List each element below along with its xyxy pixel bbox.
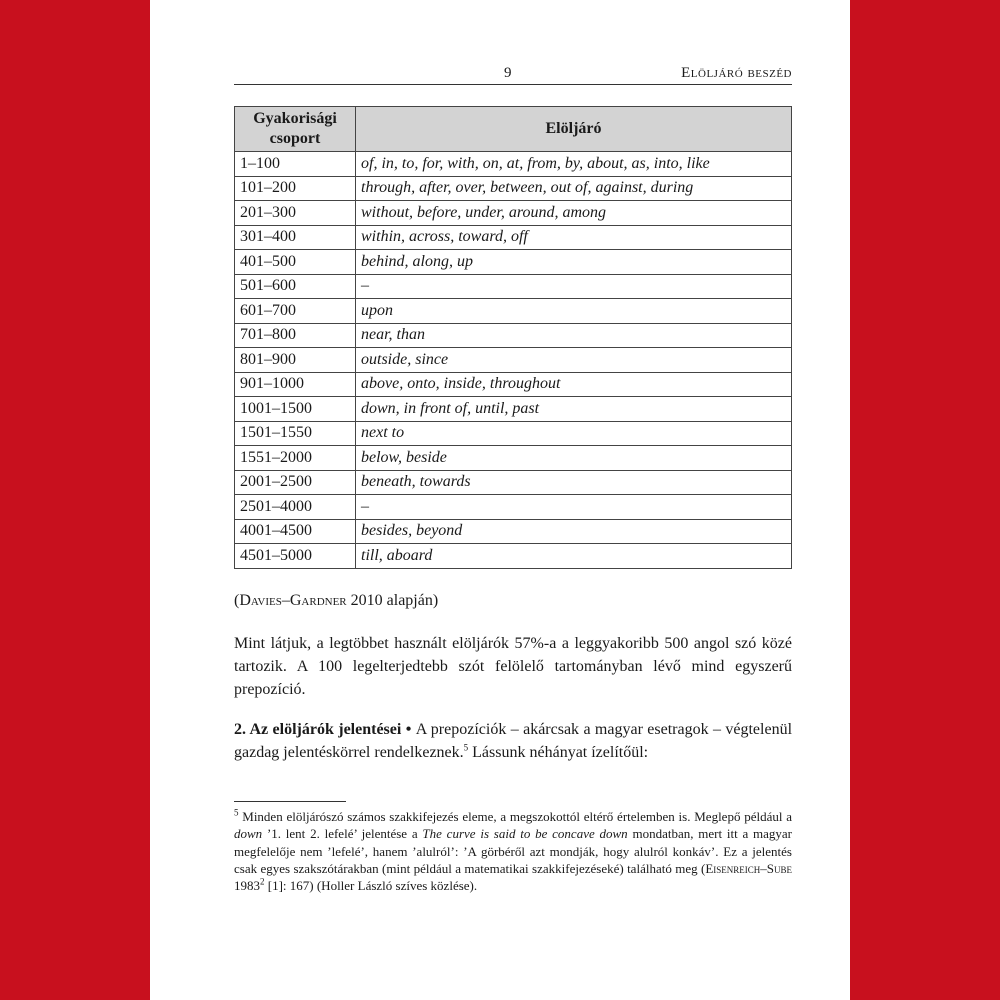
frequency-group-cell: 801–900	[235, 348, 356, 373]
preposition-cell: behind, along, up	[356, 250, 792, 275]
frequency-group-cell: 701–800	[235, 323, 356, 348]
table-row	[235, 152, 792, 177]
frequency-group-cell: 1001–1500	[235, 397, 356, 422]
table-row	[235, 544, 792, 569]
frequency-table	[234, 106, 792, 569]
citation-open: (	[234, 592, 240, 609]
frequency-group-cell: 901–1000	[235, 372, 356, 397]
footnote-term: down	[234, 826, 263, 842]
preposition-cell: besides, beyond	[356, 519, 792, 544]
frequency-group-cell: 601–700	[235, 299, 356, 324]
footnote-text: ’1. lent 2. lefelé’ jelentése a	[262, 826, 423, 842]
preposition-cell: upon	[356, 299, 792, 324]
preposition-cell: below, beside	[356, 446, 792, 471]
bullet: •	[401, 721, 416, 738]
book-page	[150, 0, 850, 1000]
footnote-divider	[234, 801, 346, 802]
table-row	[235, 323, 792, 348]
frequency-group-cell: 1501–1550	[235, 421, 356, 446]
preposition-cell: of, in, to, for, with, on, at, from, by, about, as, into, like	[356, 152, 792, 177]
body-paragraph-1: Mint látjuk, a legtöbbet használt elöljárók 57%-a a leggyakoribb 500 angol szó közé tartozik. A 100 legelterjedtebb szót felölelő tartományban lévő mind egyszerű prepozíció.	[234, 635, 792, 698]
table-row	[235, 397, 792, 422]
preposition-cell: –	[356, 495, 792, 520]
table-body	[235, 152, 792, 569]
preposition-cell: –	[356, 274, 792, 299]
footnote-marker: 5	[234, 807, 239, 818]
table-row	[235, 495, 792, 520]
frequency-group-cell: 1551–2000	[235, 446, 356, 471]
frequency-group-cell: 2001–2500	[235, 470, 356, 495]
table-header-row	[235, 107, 792, 152]
body-paragraph-2	[234, 718, 792, 764]
preposition-cell: above, onto, inside, throughout	[356, 372, 792, 397]
paragraph-text-end: Lássunk néhányat ízelítőül:	[468, 744, 649, 761]
footnote-text: [1]: 167) (Holler László szíves közlése).	[264, 878, 478, 894]
table-row	[235, 519, 792, 544]
preposition-cell: without, before, under, around, among	[356, 201, 792, 226]
footnote-text: Minden elöljárószó számos szakkifejezés eleme, a megszokottól eltérő értelemben is. Meglepő például a	[238, 809, 792, 824]
frequency-group-cell: 301–400	[235, 225, 356, 250]
footnote-citation-authors: Eisenreich–Sube	[705, 860, 792, 876]
footnote-text: 1983	[234, 878, 260, 894]
footnote-edition-marker: 2	[260, 876, 265, 887]
table-row	[235, 250, 792, 275]
frequency-group-cell: 401–500	[235, 250, 356, 275]
table-row	[235, 176, 792, 201]
page-header	[234, 62, 792, 85]
citation-authors: Davies–Gardner	[239, 592, 347, 609]
preposition-cell: beneath, towards	[356, 470, 792, 495]
frequency-group-cell: 4501–5000	[235, 544, 356, 569]
preposition-cell: next to	[356, 421, 792, 446]
frequency-group-cell: 1–100	[235, 152, 356, 177]
footnote-reference: 5	[463, 742, 469, 753]
preposition-cell: outside, since	[356, 348, 792, 373]
page-number: 9	[504, 65, 512, 81]
table-row	[235, 274, 792, 299]
footnote-example-sentence: The curve is said to be concave down	[422, 826, 628, 842]
running-title: Elöljáró beszéd	[681, 65, 792, 81]
table-row	[235, 299, 792, 324]
table-row	[235, 421, 792, 446]
source-citation	[234, 592, 438, 610]
paragraph-text: A prepozíciók – akárcsak a magyar esetragok – végtelenül gazdag jelentéskörrel rendelkeznek.	[234, 721, 793, 761]
footnote	[234, 808, 792, 894]
frequency-group-cell: 501–600	[235, 274, 356, 299]
column-header-frequency-group: Gyakorisági csoport	[235, 107, 356, 152]
table-row	[235, 201, 792, 226]
table-row	[235, 446, 792, 471]
frequency-group-cell: 101–200	[235, 176, 356, 201]
table-row	[235, 372, 792, 397]
preposition-cell: near, than	[356, 323, 792, 348]
column-header-preposition: Elöljáró	[356, 107, 792, 152]
frequency-group-cell: 2501–4000	[235, 495, 356, 520]
preposition-cell: till, aboard	[356, 544, 792, 569]
frequency-group-cell: 201–300	[235, 201, 356, 226]
table-row	[235, 348, 792, 373]
preposition-cell: down, in front of, until, past	[356, 397, 792, 422]
citation-rest: 2010 alapján)	[346, 592, 439, 609]
frequency-group-cell: 4001–4500	[235, 519, 356, 544]
preposition-cell: within, across, toward, off	[356, 225, 792, 250]
table-row	[235, 225, 792, 250]
section-heading: 2. Az elöljárók jelentései	[234, 721, 402, 738]
preposition-cell: through, after, over, between, out of, against, during	[356, 176, 792, 201]
footnote-text: mondatban, mert itt a magyar megfelelője nem ’lefelé’, hanem ’alulról’: ’A görbéről azt mondják, hogy alulról konkáv’. Ez a jelentés csak egyes szakszótárakban (mint például a matematikai szakkifejezéseké) található meg (	[234, 826, 792, 876]
table-row	[235, 470, 792, 495]
